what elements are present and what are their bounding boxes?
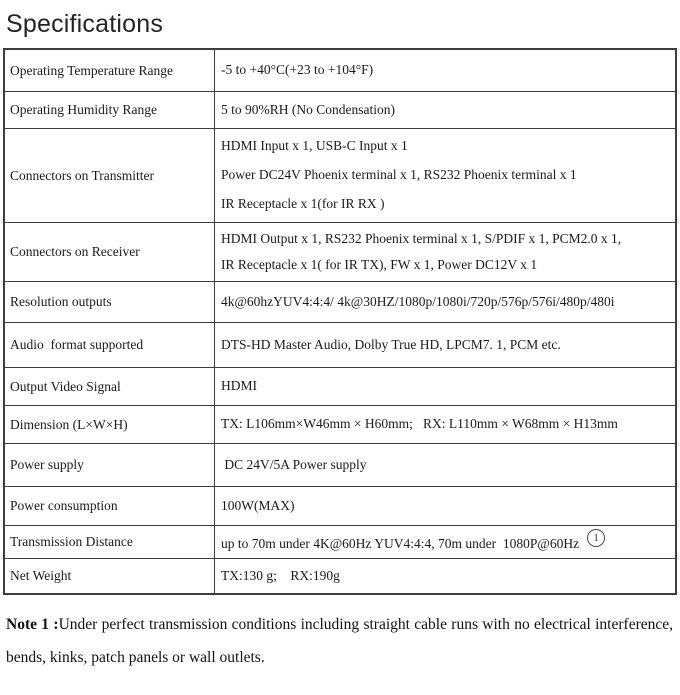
row-value: [215, 50, 675, 91]
row-value: [215, 487, 675, 525]
row-label: Connectors on Receiver: [5, 223, 215, 281]
row-value: [215, 129, 675, 222]
row-label: Dimension (L×W×H): [5, 406, 215, 443]
value-text: up to 70m under 4K@60Hz YUV4:4:4, 70m under 1080P@60Hz: [221, 535, 580, 551]
row-value: [215, 282, 675, 322]
value-line: -5 to +40°C(+23 to +104°F): [221, 62, 374, 78]
row-value: [215, 559, 675, 593]
table-row-power-supply: [5, 444, 675, 487]
value-line: HDMI: [221, 378, 257, 394]
value-line: DTS-HD Master Audio, Dolby True HD, LPCM7. 1, PCM etc.: [221, 336, 561, 352]
value-line: DC 24V/5A Power supply: [221, 456, 367, 472]
value-line: 5 to 90%RH (No Condensation): [221, 101, 395, 117]
row-label: Operating Temperature Range: [5, 50, 215, 91]
value-line: TX: L106mm×W46mm × H60mm; RX: L110mm × W68mm × H13mm: [221, 416, 618, 432]
row-value: [215, 368, 675, 405]
table-row-dimension: [5, 406, 675, 444]
table-row-output-video-signal: [5, 368, 675, 406]
row-value: [215, 444, 675, 486]
row-label: Connectors on Transmitter: [5, 129, 215, 222]
table-row-audio-format: [5, 323, 675, 368]
footnote-label: Note 1 :: [6, 616, 59, 633]
value-line: 4k@60hzYUV4:4:4/ 4k@30HZ/1080p/1080i/720p/576p/576i/480p/480i: [221, 293, 615, 309]
table-row-connectors-transmitter: [5, 129, 675, 223]
row-label: Output Video Signal: [5, 368, 215, 405]
page-title: Specifications: [6, 10, 164, 38]
row-value: [215, 223, 675, 281]
table-row-connectors-receiver: [5, 223, 675, 282]
row-value: [215, 526, 675, 558]
value-line: IR Receptacle x 1( for IR TX), FW x 1, Power DC12V x 1: [221, 256, 538, 272]
table-row-resolution-outputs: [5, 282, 675, 323]
value-line: 100W(MAX): [221, 497, 295, 513]
footnote-text: Under perfect transmission conditions including straight cable runs with no electrical interference, bends, kinks, patch panels or wall outlets.: [6, 616, 673, 666]
table-row-operating-humidity: [5, 92, 675, 129]
table-row-operating-temperature: [5, 50, 675, 92]
row-value: [215, 406, 675, 443]
value-line: HDMI Input x 1, USB-C Input x 1: [221, 138, 408, 154]
value-line: IR Receptacle x 1(for IR RX ): [221, 195, 385, 211]
value-line: Power DC24V Phoenix terminal x 1, RS232 Phoenix terminal x 1: [221, 167, 577, 183]
value-line: [221, 531, 671, 555]
row-value: [215, 323, 675, 367]
table-row-net-weight: [5, 559, 675, 593]
row-value: [215, 92, 675, 128]
specifications-table: [3, 48, 677, 595]
marker-digit: 1: [593, 531, 599, 544]
row-label: Operating Humidity Range: [5, 92, 215, 128]
table-row-transmission-distance: [5, 526, 675, 559]
footnote: [6, 608, 673, 674]
row-label: Audio format supported: [5, 323, 215, 367]
value-line: TX:130 g; RX:190g: [221, 567, 340, 583]
value-line: HDMI Output x 1, RS232 Phoenix terminal x 1, S/PDIF x 1, PCM2.0 x 1,: [221, 230, 622, 246]
row-label: Transmission Distance: [5, 526, 215, 558]
circled-1-marker: [587, 529, 605, 547]
table-row-power-consumption: [5, 487, 675, 526]
row-label: Power consumption: [5, 487, 215, 525]
row-label: Power supply: [5, 444, 215, 486]
row-label: Net Weight: [5, 559, 215, 593]
row-label: Resolution outputs: [5, 282, 215, 322]
